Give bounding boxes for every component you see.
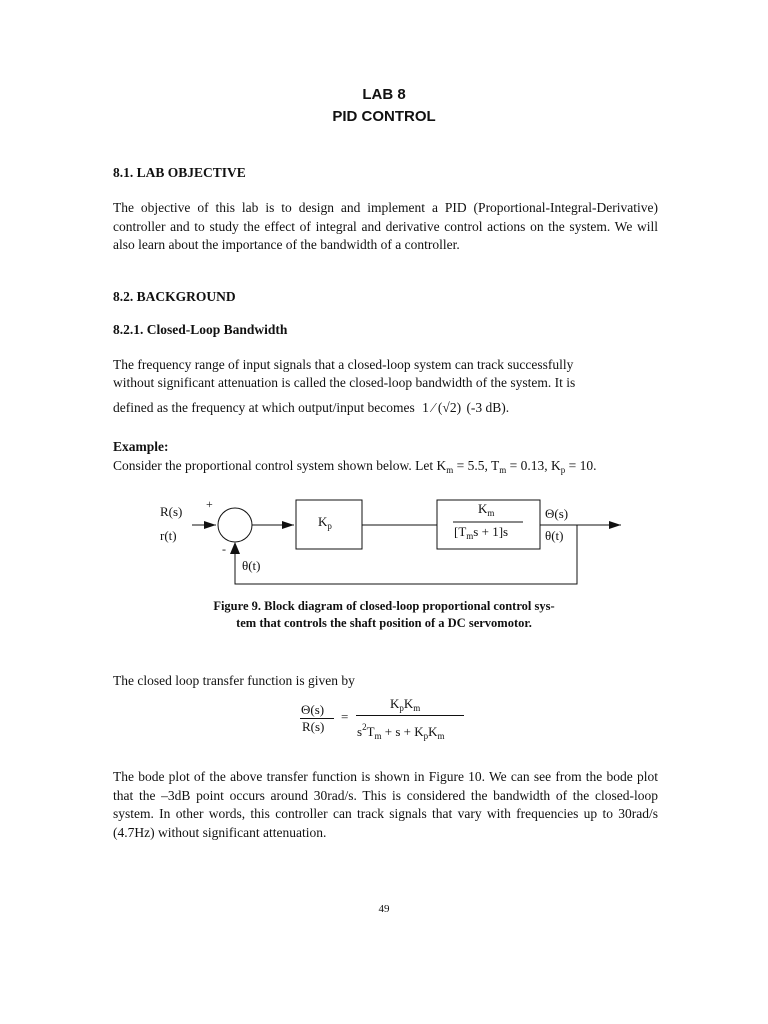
gain-sub: p	[327, 521, 332, 531]
example-text: Consider the proportional control system shown below. Let K	[113, 458, 447, 473]
km-subscript: m	[446, 465, 454, 475]
tf-num-k2: K	[403, 696, 414, 711]
tf-den-k2-sub: m	[437, 731, 445, 741]
km-value: = 5.5, T	[453, 458, 500, 473]
bandwidth-line-3	[113, 400, 509, 416]
tf-den-t-sub: m	[374, 731, 382, 741]
tm-subscript: m	[499, 465, 507, 475]
feedback-label: θ(t)	[242, 558, 261, 573]
feedback-path	[235, 525, 577, 584]
gain-k: K	[318, 514, 328, 529]
bode-paragraph: The bode plot of the above transfer function is shown in Figure 10. We can see from the bode plot that the –3dB point occurs around 30rad/s. This is considered the bandwidth of the closed-loop system. In other words, this controller can track signals that vary with frequencies up to 30rad/s (4.7Hz) without significant attenuation.	[113, 769, 658, 840]
tf-numerator	[390, 696, 420, 712]
plant-denominator	[454, 524, 508, 540]
bandwidth-line-3-text: defined as the frequency at which output/input becomes	[113, 400, 415, 415]
plant-den-rest: s + 1]s	[473, 524, 509, 539]
page-number: 49	[378, 903, 390, 915]
tf-num-k1: K	[390, 696, 400, 711]
lab-number: LAB 8	[362, 86, 406, 103]
input-laplace-label: R(s)	[160, 504, 183, 519]
input-time-label: r(t)	[160, 528, 177, 543]
kp-subscript: p	[560, 465, 566, 475]
tf-equals: =	[341, 709, 349, 724]
summing-junction	[218, 508, 252, 542]
plus-sign: +	[206, 497, 213, 511]
example-label: Example:	[113, 439, 169, 454]
figure-caption-line-2: tem that controls the shaft position of a DC servomotor.	[236, 616, 532, 630]
plant-num-k: K	[478, 501, 488, 516]
plant-numerator	[478, 501, 494, 517]
tf-den-mid: + s + K	[381, 724, 424, 739]
gain-label	[318, 514, 332, 530]
output-time-label: θ(t)	[545, 528, 564, 543]
tf-den-k-sub: p	[423, 731, 429, 741]
minus-sign: -	[222, 542, 226, 556]
bandwidth-line-3-tail: (-3 dB).	[466, 400, 510, 415]
page-title: PID CONTROL	[332, 108, 436, 125]
tf-den-k2: K	[428, 724, 438, 739]
section-heading-objective: 8.1. LAB OBJECTIVE	[113, 165, 246, 180]
plant-den-sub: m	[466, 531, 474, 541]
kp-value: = 10.	[565, 458, 597, 473]
bandwidth-line-1: The frequency range of input signals that a closed-loop system can track successfully	[113, 357, 574, 372]
tf-den-t: T	[366, 724, 375, 739]
example-sentence	[113, 458, 596, 474]
subsection-heading-bandwidth: 8.2.1. Closed-Loop Bandwidth	[113, 322, 288, 337]
output-laplace-label: Θ(s)	[545, 506, 569, 521]
plant-den-open: [T	[454, 524, 467, 539]
section-heading-background: 8.2. BACKGROUND	[113, 289, 236, 304]
tf-den-s-sup: 2	[362, 722, 367, 732]
inverse-root-two-formula: 1 ⁄ (√2)	[422, 400, 462, 415]
bandwidth-line-2: without significant attenuation is called the closed-loop bandwidth of the system. It is	[113, 375, 576, 390]
tm-value: = 0.13, K	[506, 458, 561, 473]
figure-caption-line-1: Figure 9. Block diagram of closed-loop proportional control sys-	[213, 599, 555, 613]
tf-main-bar	[356, 715, 464, 716]
tf-num-k1-sub: p	[399, 703, 404, 713]
tf-num-k2-sub: m	[413, 703, 421, 713]
tf-denominator	[357, 724, 445, 740]
tf-lhs-denominator: R(s)	[302, 719, 325, 734]
tf-den-s: s	[357, 724, 363, 739]
feedback-arrowhead	[230, 542, 240, 554]
block-diagram	[0, 490, 768, 595]
tf-lhs-numerator: Θ(s)	[301, 702, 325, 717]
transfer-intro: The closed loop transfer function is given by	[113, 673, 355, 688]
plant-num-sub: m	[487, 508, 495, 518]
objective-paragraph: The objective of this lab is to design and implement a PID (Proportional-Integral-Derivative) controller and to study the effect of integral and derivative control actions on the system. We will also learn about the importance of the bandwidth of a controller.	[113, 200, 658, 252]
